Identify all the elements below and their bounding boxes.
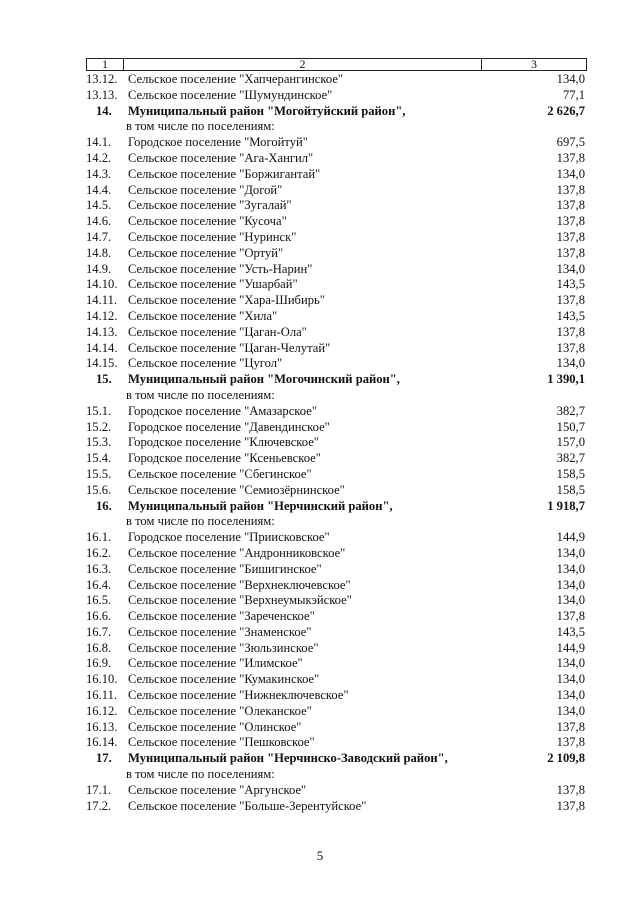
row-value: 137,8 — [556, 229, 585, 244]
row-number: 14.6. — [86, 214, 112, 229]
row-name: Городское поселение "Могойтуй" — [128, 135, 308, 150]
row-value: 137,8 — [556, 798, 585, 813]
row-number: 16.12. — [86, 703, 118, 718]
row-value: 134,0 — [556, 561, 585, 576]
table-row — [86, 325, 587, 341]
row-number: 15. — [96, 372, 112, 387]
row-name: Сельское поселение "Верхнеключевское" — [128, 577, 351, 592]
row-value: 697,5 — [556, 135, 585, 150]
table-row — [86, 88, 587, 104]
table-row — [86, 720, 587, 736]
district-row — [86, 499, 587, 515]
table-row — [86, 151, 587, 167]
row-name: Сельское поселение "Больше-Зерентуйское" — [128, 798, 367, 813]
row-number: 13.12. — [86, 72, 118, 86]
district-row — [86, 751, 587, 767]
row-number: 14.10. — [86, 277, 118, 292]
row-name: Сельское поселение "Цугол" — [128, 356, 283, 371]
row-number: 16.13. — [86, 719, 118, 734]
row-value: 134,0 — [556, 688, 585, 703]
subheading-row — [86, 767, 587, 783]
table-row — [86, 704, 587, 720]
row-name: Сельское поселение "Шумундинское" — [128, 87, 333, 102]
table-row — [86, 578, 587, 594]
row-number: 14. — [96, 103, 112, 118]
header-col-1: 1 — [87, 59, 124, 70]
row-number: 17.2. — [86, 798, 112, 813]
table-row — [86, 262, 587, 278]
table-row — [86, 530, 587, 546]
row-number: 15.3. — [86, 435, 112, 450]
row-number: 14.5. — [86, 198, 112, 213]
row-number: 16.6. — [86, 609, 112, 624]
row-number: 14.3. — [86, 166, 112, 181]
row-number: 17. — [96, 751, 112, 766]
row-name: Городское поселение "Приисковское" — [128, 530, 330, 545]
row-value: 77,1 — [562, 87, 585, 102]
row-value: 150,7 — [556, 419, 585, 434]
row-name: Сельское поселение "Цаган-Челутай" — [128, 340, 331, 355]
row-name: в том числе по поселениям: — [126, 119, 275, 134]
row-number: 14.7. — [86, 229, 112, 244]
row-value: 137,8 — [556, 293, 585, 308]
row-name: Городское поселение "Амазарское" — [128, 403, 317, 418]
district-row — [86, 104, 587, 120]
row-value: 144,9 — [556, 640, 585, 655]
table-row — [86, 341, 587, 357]
row-name: Сельское поселение "Цаган-Ола" — [128, 324, 307, 339]
row-number: 14.4. — [86, 182, 112, 197]
table-row — [86, 641, 587, 657]
row-value: 134,0 — [556, 577, 585, 592]
row-name: Сельское поселение "Семиозёрнинское" — [128, 482, 345, 497]
table-row — [86, 546, 587, 562]
row-value: 382,7 — [556, 451, 585, 466]
row-name: Сельское поселение "Ушарбай" — [128, 277, 298, 292]
subheading-row — [86, 514, 587, 530]
table-row — [86, 198, 587, 214]
row-value: 158,5 — [556, 482, 585, 497]
row-name: Сельское поселение "Илимское" — [128, 656, 303, 671]
row-value: 1 390,1 — [547, 372, 585, 387]
row-name: Сельское поселение "Верхнеумыкэйское" — [128, 593, 352, 608]
row-number: 15.4. — [86, 451, 112, 466]
row-value: 134,0 — [556, 261, 585, 276]
row-name: Сельское поселение "Зюльзинское" — [128, 640, 319, 655]
row-name: Городское поселение "Давендинское" — [128, 419, 330, 434]
row-name: Сельское поселение "Пешковское" — [128, 735, 315, 750]
row-value: 382,7 — [556, 403, 585, 418]
table-row — [86, 483, 587, 499]
row-name: Сельское поселение "Хара-Шибирь" — [128, 293, 325, 308]
row-number: 15.6. — [86, 482, 112, 497]
table-row — [86, 404, 587, 420]
row-name: Сельское поселение "Ага-Хангил" — [128, 150, 314, 165]
row-name: Сельское поселение "Усть-Нарин" — [128, 261, 313, 276]
row-number: 16.3. — [86, 561, 112, 576]
row-name: Муниципальный район "Могойтуйский район", — [128, 103, 406, 118]
row-number: 16.8. — [86, 640, 112, 655]
row-name: Муниципальный район "Нерчинско-Заводский район", — [128, 751, 448, 766]
table-row — [86, 435, 587, 451]
row-value: 137,8 — [556, 198, 585, 213]
row-name: Сельское поселение "Зареченское" — [128, 609, 315, 624]
row-number: 16.9. — [86, 656, 112, 671]
table-row — [86, 799, 587, 815]
row-value: 143,5 — [556, 277, 585, 292]
row-name: Сельское поселение "Нуринск" — [128, 229, 297, 244]
row-value: 137,8 — [556, 182, 585, 197]
row-value: 137,8 — [556, 782, 585, 797]
row-number: 16.11. — [86, 688, 118, 703]
row-name: Сельское поселение "Нижнеключевское" — [128, 688, 349, 703]
row-name: Сельское поселение "Кусоча" — [128, 214, 287, 229]
row-number: 14.1. — [86, 135, 112, 150]
row-number: 16.14. — [86, 735, 118, 750]
row-value: 134,0 — [556, 672, 585, 687]
row-value: 134,0 — [556, 356, 585, 371]
row-value: 2 626,7 — [547, 103, 585, 118]
row-number: 14.12. — [86, 308, 118, 323]
table-row — [86, 783, 587, 799]
row-value: 144,9 — [556, 530, 585, 545]
row-number: 14.11. — [86, 293, 118, 308]
table-header — [86, 58, 587, 71]
row-number: 17.1. — [86, 782, 112, 797]
row-number: 16.4. — [86, 577, 112, 592]
row-value: 137,8 — [556, 324, 585, 339]
row-name: Сельское поселение "Хила" — [128, 308, 278, 323]
row-value: 158,5 — [556, 466, 585, 481]
row-name: Сельское поселение "Аргунское" — [128, 782, 307, 797]
header-col-2: 2 — [124, 59, 482, 70]
table-row — [86, 593, 587, 609]
row-number: 16.2. — [86, 545, 112, 560]
row-value: 137,8 — [556, 735, 585, 750]
row-number: 14.8. — [86, 245, 112, 260]
row-name: Сельское поселение "Боржигантай" — [128, 166, 321, 181]
table-row — [86, 467, 587, 483]
row-number: 16.5. — [86, 593, 112, 608]
row-value: 134,0 — [556, 166, 585, 181]
table-row — [86, 420, 587, 436]
row-name: Сельское поселение "Хапчерангинское" — [128, 72, 344, 86]
row-name: в том числе по поселениям: — [126, 767, 275, 782]
table-row — [86, 183, 587, 199]
row-name: Муниципальный район "Нерчинский район", — [128, 498, 393, 513]
table-row — [86, 625, 587, 641]
row-number: 13.13. — [86, 87, 118, 102]
district-row — [86, 372, 587, 388]
row-value: 137,8 — [556, 609, 585, 624]
table-row — [86, 735, 587, 751]
row-number: 14.15. — [86, 356, 118, 371]
row-value: 137,8 — [556, 150, 585, 165]
row-value: 2 109,8 — [547, 751, 585, 766]
table-row — [86, 135, 587, 151]
row-name: Сельское поселение "Олеканское" — [128, 703, 312, 718]
row-value: 157,0 — [556, 435, 585, 450]
table-row — [86, 214, 587, 230]
subheading-row — [86, 388, 587, 404]
row-name: Сельское поселение "Знаменское" — [128, 624, 312, 639]
row-value: 1 918,7 — [547, 498, 585, 513]
row-value: 137,8 — [556, 719, 585, 734]
row-value: 137,8 — [556, 214, 585, 229]
table-row — [86, 309, 587, 325]
row-name: Сельское поселение "Ортуй" — [128, 245, 284, 260]
row-number: 14.2. — [86, 150, 112, 165]
table-row — [86, 672, 587, 688]
row-value: 134,0 — [556, 656, 585, 671]
row-value: 143,5 — [556, 308, 585, 323]
table-row — [86, 293, 587, 309]
row-value: 134,0 — [556, 593, 585, 608]
table-row — [86, 72, 587, 88]
row-name: Сельское поселение "Сбегинское" — [128, 466, 312, 481]
row-name: Сельское поселение "Кумакинское" — [128, 672, 320, 687]
table-row — [86, 656, 587, 672]
table-row — [86, 451, 587, 467]
row-value: 143,5 — [556, 624, 585, 639]
row-name: Сельское поселение "Бишигинское" — [128, 561, 322, 576]
row-name: Сельское поселение "Андронниковское" — [128, 545, 346, 560]
row-name: в том числе по поселениям: — [126, 514, 275, 529]
row-number: 14.13. — [86, 324, 118, 339]
row-number: 15.1. — [86, 403, 112, 418]
row-name: Сельское поселение "Зугалай" — [128, 198, 292, 213]
row-value: 137,8 — [556, 340, 585, 355]
row-name: Городское поселение "Ключевское" — [128, 435, 319, 450]
table-body — [86, 72, 587, 814]
row-number: 16. — [96, 498, 112, 513]
row-number: 15.2. — [86, 419, 112, 434]
table-row — [86, 230, 587, 246]
table-row — [86, 246, 587, 262]
row-name: Сельское поселение "Догой" — [128, 182, 283, 197]
row-name: в том числе по поселениям: — [126, 387, 275, 402]
table-row — [86, 562, 587, 578]
row-number: 16.10. — [86, 672, 118, 687]
table-row — [86, 356, 587, 372]
row-name: Городское поселение "Ксеньевское" — [128, 451, 321, 466]
row-value: 134,0 — [556, 703, 585, 718]
row-value: 137,8 — [556, 245, 585, 260]
row-number: 14.9. — [86, 261, 112, 276]
row-value: 134,0 — [556, 72, 585, 86]
table-row — [86, 167, 587, 183]
row-number: 14.14. — [86, 340, 118, 355]
row-number: 16.7. — [86, 624, 112, 639]
table-row — [86, 277, 587, 293]
row-number: 15.5. — [86, 466, 112, 481]
row-value: 134,0 — [556, 545, 585, 560]
header-col-3: 3 — [531, 57, 537, 71]
row-name: Сельское поселение "Олинское" — [128, 719, 302, 734]
row-name: Муниципальный район "Могочинский район", — [128, 372, 400, 387]
row-number: 16.1. — [86, 530, 112, 545]
table-row — [86, 609, 587, 625]
subheading-row — [86, 119, 587, 135]
page-number: 5 — [316, 848, 324, 863]
table-row — [86, 688, 587, 704]
